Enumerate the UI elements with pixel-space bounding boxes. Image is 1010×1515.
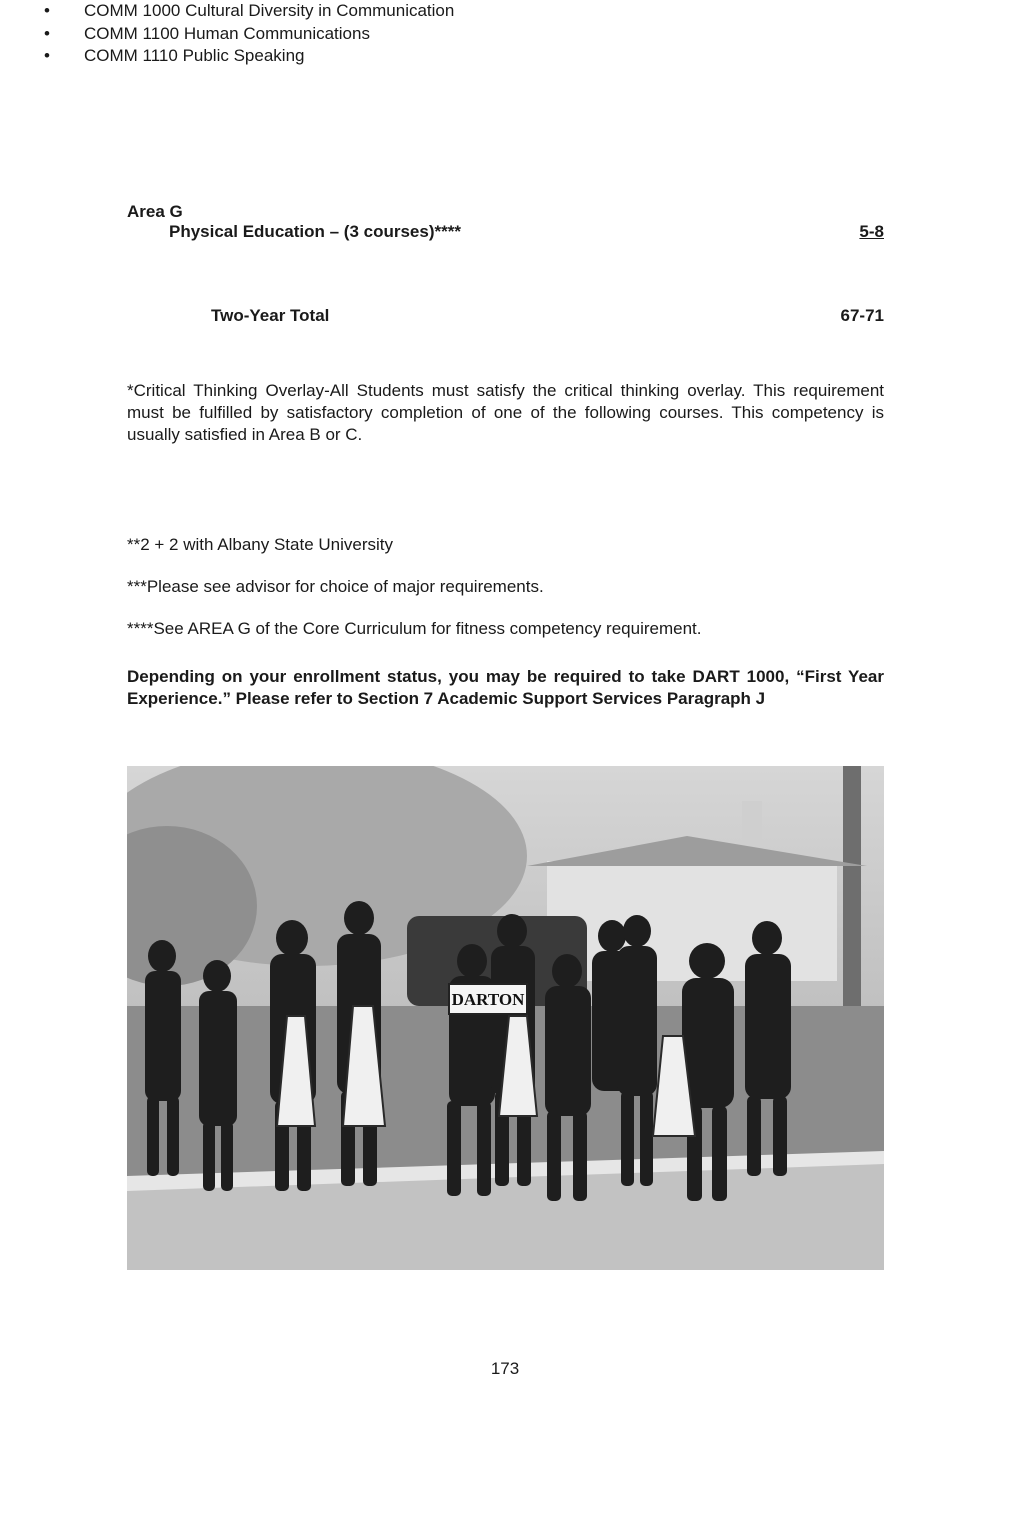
two-year-total-hours: 67-71 (840, 306, 884, 325)
enrollment-note: Depending on your enrollment status, you may be required to take DART 1000, “First Year Experience.” Please refer to Section 7 Academic Support Services Paragraph J (127, 667, 884, 708)
bullet-icon: • (44, 23, 50, 43)
footnote-two-plus-two: **2 + 2 with Albany State University (127, 535, 393, 554)
bullet-icon: • (44, 1, 50, 20)
pe-requirement-hours: 5-8 (859, 222, 884, 241)
footnote-advisor: ***Please see advisor for choice of major requirements. (127, 577, 544, 596)
list-item: • COMM 1000 Cultural Diversity in Communication (0, 0, 757, 23)
pe-requirement-label: Physical Education – (3 courses)**** (169, 222, 461, 241)
critical-thinking-paragraph: *Critical Thinking Overlay-All Students must satisfy the critical thinking overlay. This requirement must be fulfilled by satisfactory completion of one of the following courses. This competency is usually satisfied in Area B or C. (127, 381, 884, 444)
footnote-area-g: ****See AREA G of the Core Curriculum for fitness competency requirement. (127, 619, 702, 638)
page-number: 173 (490, 1359, 520, 1378)
bullet-icon: • (44, 46, 50, 65)
course-list (0, 0, 757, 68)
two-year-total-label: Two-Year Total (211, 306, 330, 325)
group-photo (127, 766, 884, 1270)
darton-sign-text: DARTON (451, 990, 525, 1009)
area-title: Area G (127, 202, 183, 221)
list-item: • COMM 1100 Human Communications (0, 23, 757, 46)
list-item: • COMM 1110 Public Speaking (0, 45, 757, 68)
